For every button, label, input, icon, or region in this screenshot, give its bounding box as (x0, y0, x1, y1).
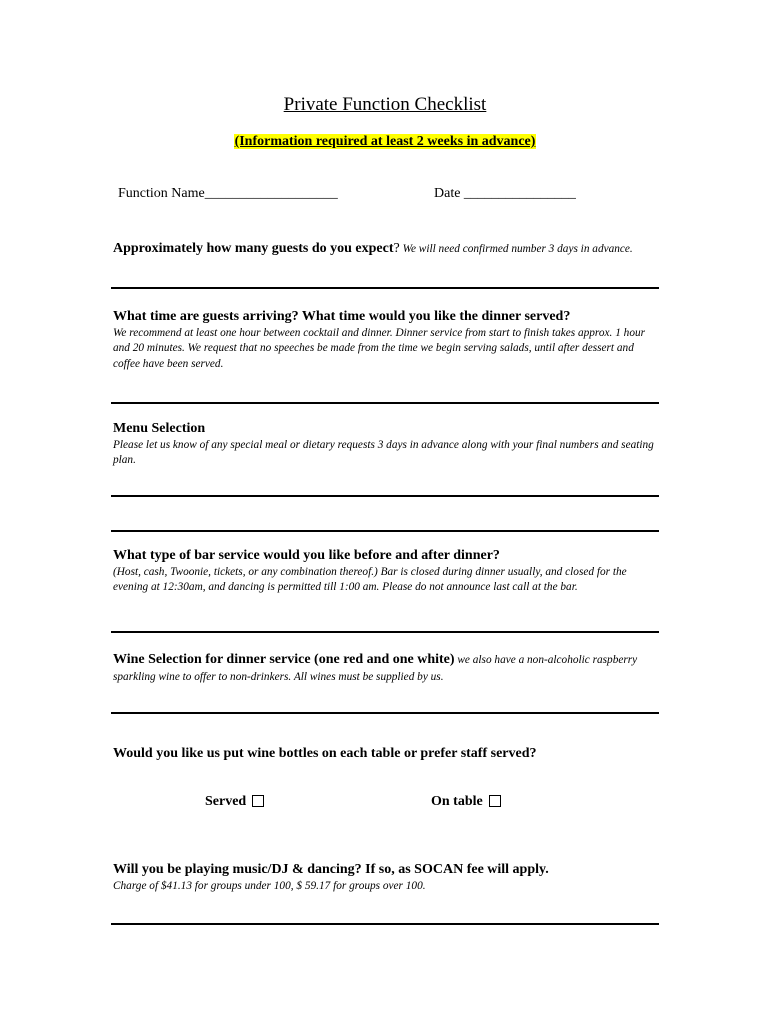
option-on-table-label: On table (431, 794, 483, 809)
bar-answer-line[interactable] (111, 631, 659, 633)
wine-note: we also have a non-alcoholic raspberry sparkling wine to offer to non-drinkers. All wines must be supplied by us. (113, 654, 638, 683)
option-served[interactable] (205, 794, 264, 810)
guests-answer-line[interactable] (111, 287, 659, 289)
music-question (113, 862, 658, 894)
checkbox-on-table[interactable] (489, 795, 501, 807)
time-question (113, 309, 658, 372)
bar-question (113, 548, 658, 596)
subtitle-container (0, 132, 770, 150)
music-answer-line[interactable] (111, 923, 659, 925)
music-note: Charge of $41.13 for groups under 100, $ 59.17 for groups over 100. (113, 880, 426, 892)
menu-answer-line-2[interactable] (111, 530, 659, 532)
wine-answer-line[interactable] (111, 712, 659, 714)
menu-question-text: Menu Selection (113, 421, 206, 436)
option-served-label: Served (205, 794, 247, 809)
function-name-field[interactable]: Function Name___________________ (118, 186, 338, 201)
page-title: Private Function Checklist (283, 94, 487, 115)
guests-note: We will need confirmed number 3 days in advance. (399, 243, 633, 255)
guests-question (113, 240, 658, 257)
bar-question-text: What type of bar service would you like before and after dinner? (113, 548, 500, 563)
bottles-question-text: Would you like us put wine bottles on each table or prefer staff served? (113, 746, 537, 761)
option-on-table[interactable] (431, 794, 501, 810)
wine-question (113, 651, 658, 685)
menu-note: Please let us know of any special meal or dietary requests 3 days in advance along with your final numbers and seating plan. (113, 439, 654, 467)
time-question-text: What time are guests arriving? What time would you like the dinner served? (113, 309, 571, 324)
menu-question (113, 421, 658, 469)
guests-question-text: Approximately how many guests do you expect (113, 241, 394, 256)
time-note: We recommend at least one hour between cocktail and dinner. Dinner service from start to finish takes approx. 1 hour and 20 minutes. We request that no speeches be made from the time we begin serving salads, until after dessert and coffee have been served. (113, 327, 646, 370)
bottles-question (113, 746, 658, 762)
wine-question-text: Wine Selection for dinner service (one red and one white) (113, 652, 455, 667)
date-field[interactable]: Date ________________ (434, 186, 576, 201)
guests-question-mark: ? (393, 241, 400, 256)
menu-answer-line-1[interactable] (111, 495, 659, 497)
music-question-text: Will you be playing music/DJ & dancing? If so, as SOCAN fee will apply. (113, 862, 549, 877)
checkbox-served[interactable] (252, 795, 264, 807)
advance-notice-subtitle: (Information required at least 2 weeks in advance) (234, 134, 536, 149)
time-answer-line[interactable] (111, 402, 659, 404)
bar-note: (Host, cash, Twoonie, tickets, or any combination thereof.) Bar is closed during dinner usually, and closed for the evening at 12:30am, and dancing is permitted till 1:00 am. Please do not announce last call at the bar. (113, 566, 627, 594)
